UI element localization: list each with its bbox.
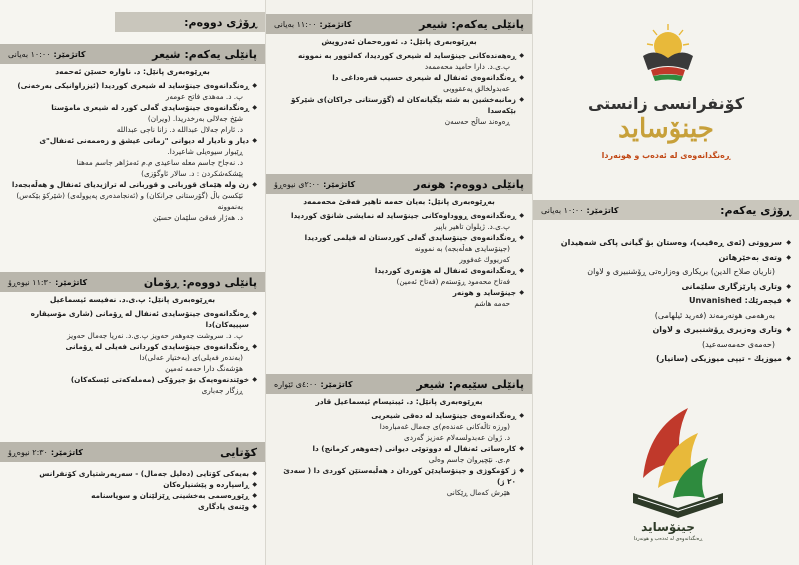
program-item: د. نەجاح جاسم معلە ساعیدی م.م ئەمژاهر جاسم مەهنا (76, 158, 243, 167)
program-item: ◆ زمانبەخشین بە شتە بێگیانەکان لە (گۆرستانی جراکان)ی شێرکۆ بێکەسدا (272, 94, 524, 116)
closing-section (0, 442, 265, 512)
middle-panel (266, 0, 533, 565)
day1-band (533, 200, 799, 220)
day1-panel1-title: پانێلی یەکەم: شیعر (419, 17, 524, 31)
program-item: عەبدولخالق یەعقووبی (443, 84, 510, 93)
program-item: ◆ ڕەنگدانەوەی جینۆسایدی ئەنفال لە ڕۆمانی (شاری مۆسیقارە سپییەکان)دا (6, 308, 257, 330)
day1-panel3-band (266, 374, 532, 394)
time-value: ١١:٠٠ بەیانی (274, 19, 317, 29)
closing-items (0, 462, 265, 512)
program-item: ◆ ڕەنگدانەوەی جینۆسایدی کوردانی فەیلی لە ڕۆمانی (6, 341, 257, 352)
time-value: ١٠:٠٠ بەیانی (541, 205, 584, 215)
program-item: (ناریان صلاح الدین) بریکاری وەزارەتی ڕۆشنبیری و لاوان (587, 267, 775, 276)
program-item: ◆ ڕەنگدانەوەی ئەنفال لە هۆنەری کوردیدا (272, 265, 524, 276)
day1-panel2-time (274, 180, 355, 189)
program-item: ◆ ڕەنگدانەوەی ئەنفال لە شیعری حسیب قەرەداغی دا (272, 72, 524, 83)
logo-subtitle: ڕەنگدانەوەی لە ئەدەب و هونەردا (633, 536, 703, 542)
program-item: د. ئارام جەلال عبداللە د. زانا ناجی عبداللە (116, 125, 243, 134)
logo-name: جینۆساید (641, 520, 695, 534)
day1-panel3-title: پانێلی سێیەم: شیعر (416, 377, 524, 391)
program-item: پ. د. مەهدی فاتح عومەر (165, 92, 243, 101)
program-item: ◆ وتاری پارێزگاری سلێمانی (551, 280, 791, 295)
program-item: (بەندەر فەیلی)ی (بەختیار عەلی)دا (139, 353, 243, 362)
closing-time (8, 448, 83, 457)
conference-title: کۆنفرانسی زانستی (587, 94, 745, 113)
day2-panel2-time (8, 278, 87, 287)
program-item: د. هەژار فەقێ سلێمان حسێن (153, 213, 243, 222)
day2-panel2 (0, 272, 265, 396)
program-item: ◆ ژ کۆمکوژی و جینۆسایدێن کوردان د هەڵبەستێن کوردی دا ( سەدێ ٢٠ ژ) (272, 465, 524, 487)
time-label: کاتژمێر: (53, 49, 86, 59)
program-item: فەتاح محەمود ڕۆستەم (فەتاح ئەمین) (396, 277, 510, 286)
program-item: ◆ ڕەنگدانەوەی ڕووداوەکانی جینۆساید لە نمایشی شانۆی کوردیدا (272, 210, 524, 221)
time-label: کاتژمێر: (319, 19, 352, 29)
program-item: ◆ ڕەنگدانەوەی جینۆساید لە شیعری کوردیدا (ئیزراوانیکی بەرخەنی) (6, 80, 257, 91)
day1-panel1-moderator: بەڕێوەبەری پانێل: د. ئەورەحمان ئەدرویش (321, 37, 477, 46)
program-item: م.ی. نێچیروان جاسم وەلی (428, 455, 510, 464)
time-label: کاتژمێر: (50, 447, 83, 457)
day2-title: ڕۆژی دووەم: (184, 15, 257, 29)
program-item: ئێکسێ باڵ (گۆرستانی جرانکان) و (ئەنجامدەری پەیوولەی) (شێرکۆ بێکەس) بەنموونە (16, 191, 243, 211)
program-item: کەریووك غەفوور (459, 255, 510, 264)
program-item: پ.ی.د. ژیلوان تاهیر باپیر (434, 222, 510, 231)
program-item: (حەمەی حەمەسەعید) (701, 339, 775, 349)
time-value: ٢:٠٠ی نیوەڕۆ (274, 179, 321, 189)
day1-panel2-items (266, 208, 532, 309)
program-item: ڕێبوار سیوەیلی شاعیردا. (167, 147, 243, 156)
time-value: ١١:٣٠ نیوەڕۆ (8, 277, 53, 287)
day2-panel2-band (0, 272, 265, 292)
conference-name: جینۆساید (618, 114, 714, 144)
program-item: (جینۆسایدی هەڵەبجە) بە نموونە (414, 244, 510, 253)
day1-time (541, 206, 619, 215)
day2-panel1-time (8, 50, 86, 59)
day2-panel2-title: پانێلی دووەم: ڕۆمان (143, 275, 257, 289)
time-label: کاتژمێر: (323, 179, 356, 189)
program-item: حەمە هاشم (474, 299, 510, 308)
day2-panel1-title: پانێلی یەکەم: شیعر (152, 47, 257, 61)
program-item: ◆ میوزیك - تیپی میوزیکی (سانیار) (551, 352, 791, 367)
time-label: کاتژمێر: (320, 379, 353, 389)
program-item: پ. د. سروشت جەوهەر حەویز پ.ی.د. نەریا جەمال حەویز (67, 331, 243, 340)
day2-panel1-items (0, 78, 265, 223)
program-item: ◆ ڕەنگدانەوەی جینۆسایدی گەلی کورد لە شیعری مامۆستا (6, 102, 257, 113)
day1-panel2-band (266, 174, 532, 194)
day1-panel1-band (266, 14, 532, 34)
program-item: ◆ وتەی بەخێرهاتن (551, 251, 791, 266)
time-label: کاتژمێر: (55, 277, 88, 287)
program-item: پێشکەشکردن : د. سالار ئاوگۆزی) (141, 169, 243, 178)
program-item: ◆ ڕەنگدانەوەی جینۆساید لە دەقی شیعریی (272, 410, 524, 421)
day1-panel1-items (266, 48, 532, 127)
program-item: شێخ جەلالی بەرخدریدا. (ویران) (147, 114, 243, 123)
program-item: ◆ ڕەهەندەکانی جینۆساید لە شیعری کوردیدا، کەلتوور بە نموونە (272, 50, 524, 61)
program-item: ◆ وتاری وەزیری ڕۆشنبیری و لاوان (551, 323, 791, 338)
program-item: ◆ دیار و نادیار لە دیوانی "زمانی عیشق و زەممەنی ئەنفال"ی (6, 135, 257, 146)
day1-panel2-title: پانێلی دووەم: هونەر (413, 177, 524, 191)
conference-subtitle: ڕەنگدانەوەی لە ئەدەب و هونەردا (601, 151, 731, 160)
genocide-logo-icon (603, 398, 753, 558)
program-item: ◆ بەیەکی کۆتایی (دەلیل جەمال) - سەرپەرشتیاری کۆنفرانس (6, 468, 257, 479)
day2-panel2-items (0, 306, 265, 396)
day2-panel1 (0, 44, 265, 223)
program-item: هۆشەنگ دارا حەمە ئەمین (165, 364, 243, 373)
day1-panel3-moderator: بەڕێوەبەری پانێل: د. ئیبتیسام ئیسماعیل قادر (315, 397, 483, 406)
day1-panel3-items (266, 408, 532, 498)
program-item: بەرهەمی هونەرمەند (فەرید ئیلهامی) (654, 310, 775, 320)
day1-panel3 (266, 374, 532, 498)
day1-panel2-moderator: بەڕێوەبەری پانێل: بەیان حەمە تاهیر فەقێ محەممەد (303, 197, 495, 206)
closing-title: کۆتایی (220, 445, 257, 459)
program-item: ڕزگار جەباری (201, 386, 243, 395)
program-item: ◆ ڕەنگدانەوەی جینۆسایدی گەلی کوردستان لە فیلمی کوردیدا (272, 232, 524, 243)
program-item: ◆ فیجەرێك: Unvanished (551, 294, 791, 309)
program-item: ◆ زن ولە هێمای قوربانی و قوربانی لە تراژیدیای ئەنفال و هەڵەبجەدا (6, 179, 257, 190)
program-item: ◆ کارەساتی ئەنفال لە دووتوێی دیوانی (جەوهەر کرمانج) دا (272, 443, 524, 454)
left-panel (0, 0, 266, 565)
day1-program (551, 236, 791, 367)
day1-title: ڕۆژی یەکەم: (720, 203, 791, 217)
program-item: ◆ سرووتی (ئەی ڕەقیب)، وەستان بۆ گیانی پاکی شەهیدان (551, 236, 791, 251)
program-item: ◆ ڕاسپاردە و پێشنیارەکان (6, 479, 257, 490)
program-item: هێرش کەمال ڕێکانی (446, 488, 510, 497)
program-item: ◆ وێنەی یادگاری (6, 501, 257, 512)
program-item: ◆ جینۆساید و هونەر (272, 287, 524, 298)
program-item: د. ژوان عەبدولسەلام عەزیز گەردی (404, 433, 510, 442)
time-value: ٢:٣٠ نیوەڕۆ (8, 447, 48, 457)
day2-title-band (115, 12, 265, 32)
cover-panel (533, 0, 799, 565)
day2-panel2-moderator: بەڕێوەبەری پانێل: پ.ی.د. نەفیسە ئیسماعیل (49, 295, 216, 304)
time-label: کاتژمێر: (586, 205, 619, 215)
closing-band (0, 442, 265, 462)
day1-panel1 (266, 14, 532, 127)
day2-panel1-band (0, 44, 265, 64)
kurdistan-seal-icon (633, 18, 703, 88)
program-item: (ورزە تاڵەکانی عەندەم)ی جەمال غەمبارەدا (379, 422, 510, 431)
program-item: ◆ ڕێوڕەسمی بەخشینی ڕێزلێنان و سوپاسنامە (6, 490, 257, 501)
day1-panel1-time (274, 20, 352, 29)
program-item: پ.ی.د. دارا حامید محەممەد (424, 62, 510, 71)
program-item: ڕەوەند ساڵح حەسەن (444, 117, 510, 126)
day1-panel2 (266, 174, 532, 309)
time-value: ١٠:٠٠ بەیانی (8, 49, 51, 59)
program-item: ◆ خوێندنەوەیەک بۆ جیرۆکی (مەملەکەتی ئێسکەکان) (6, 374, 257, 385)
day1-panel3-time (274, 380, 352, 389)
day2-panel1-moderator: بەڕێوەبەری پانێل: د. ناوارە حسێن ئەحمەد (55, 67, 210, 76)
time-value: ٤:٠٠ی ئێوارە (274, 379, 318, 389)
